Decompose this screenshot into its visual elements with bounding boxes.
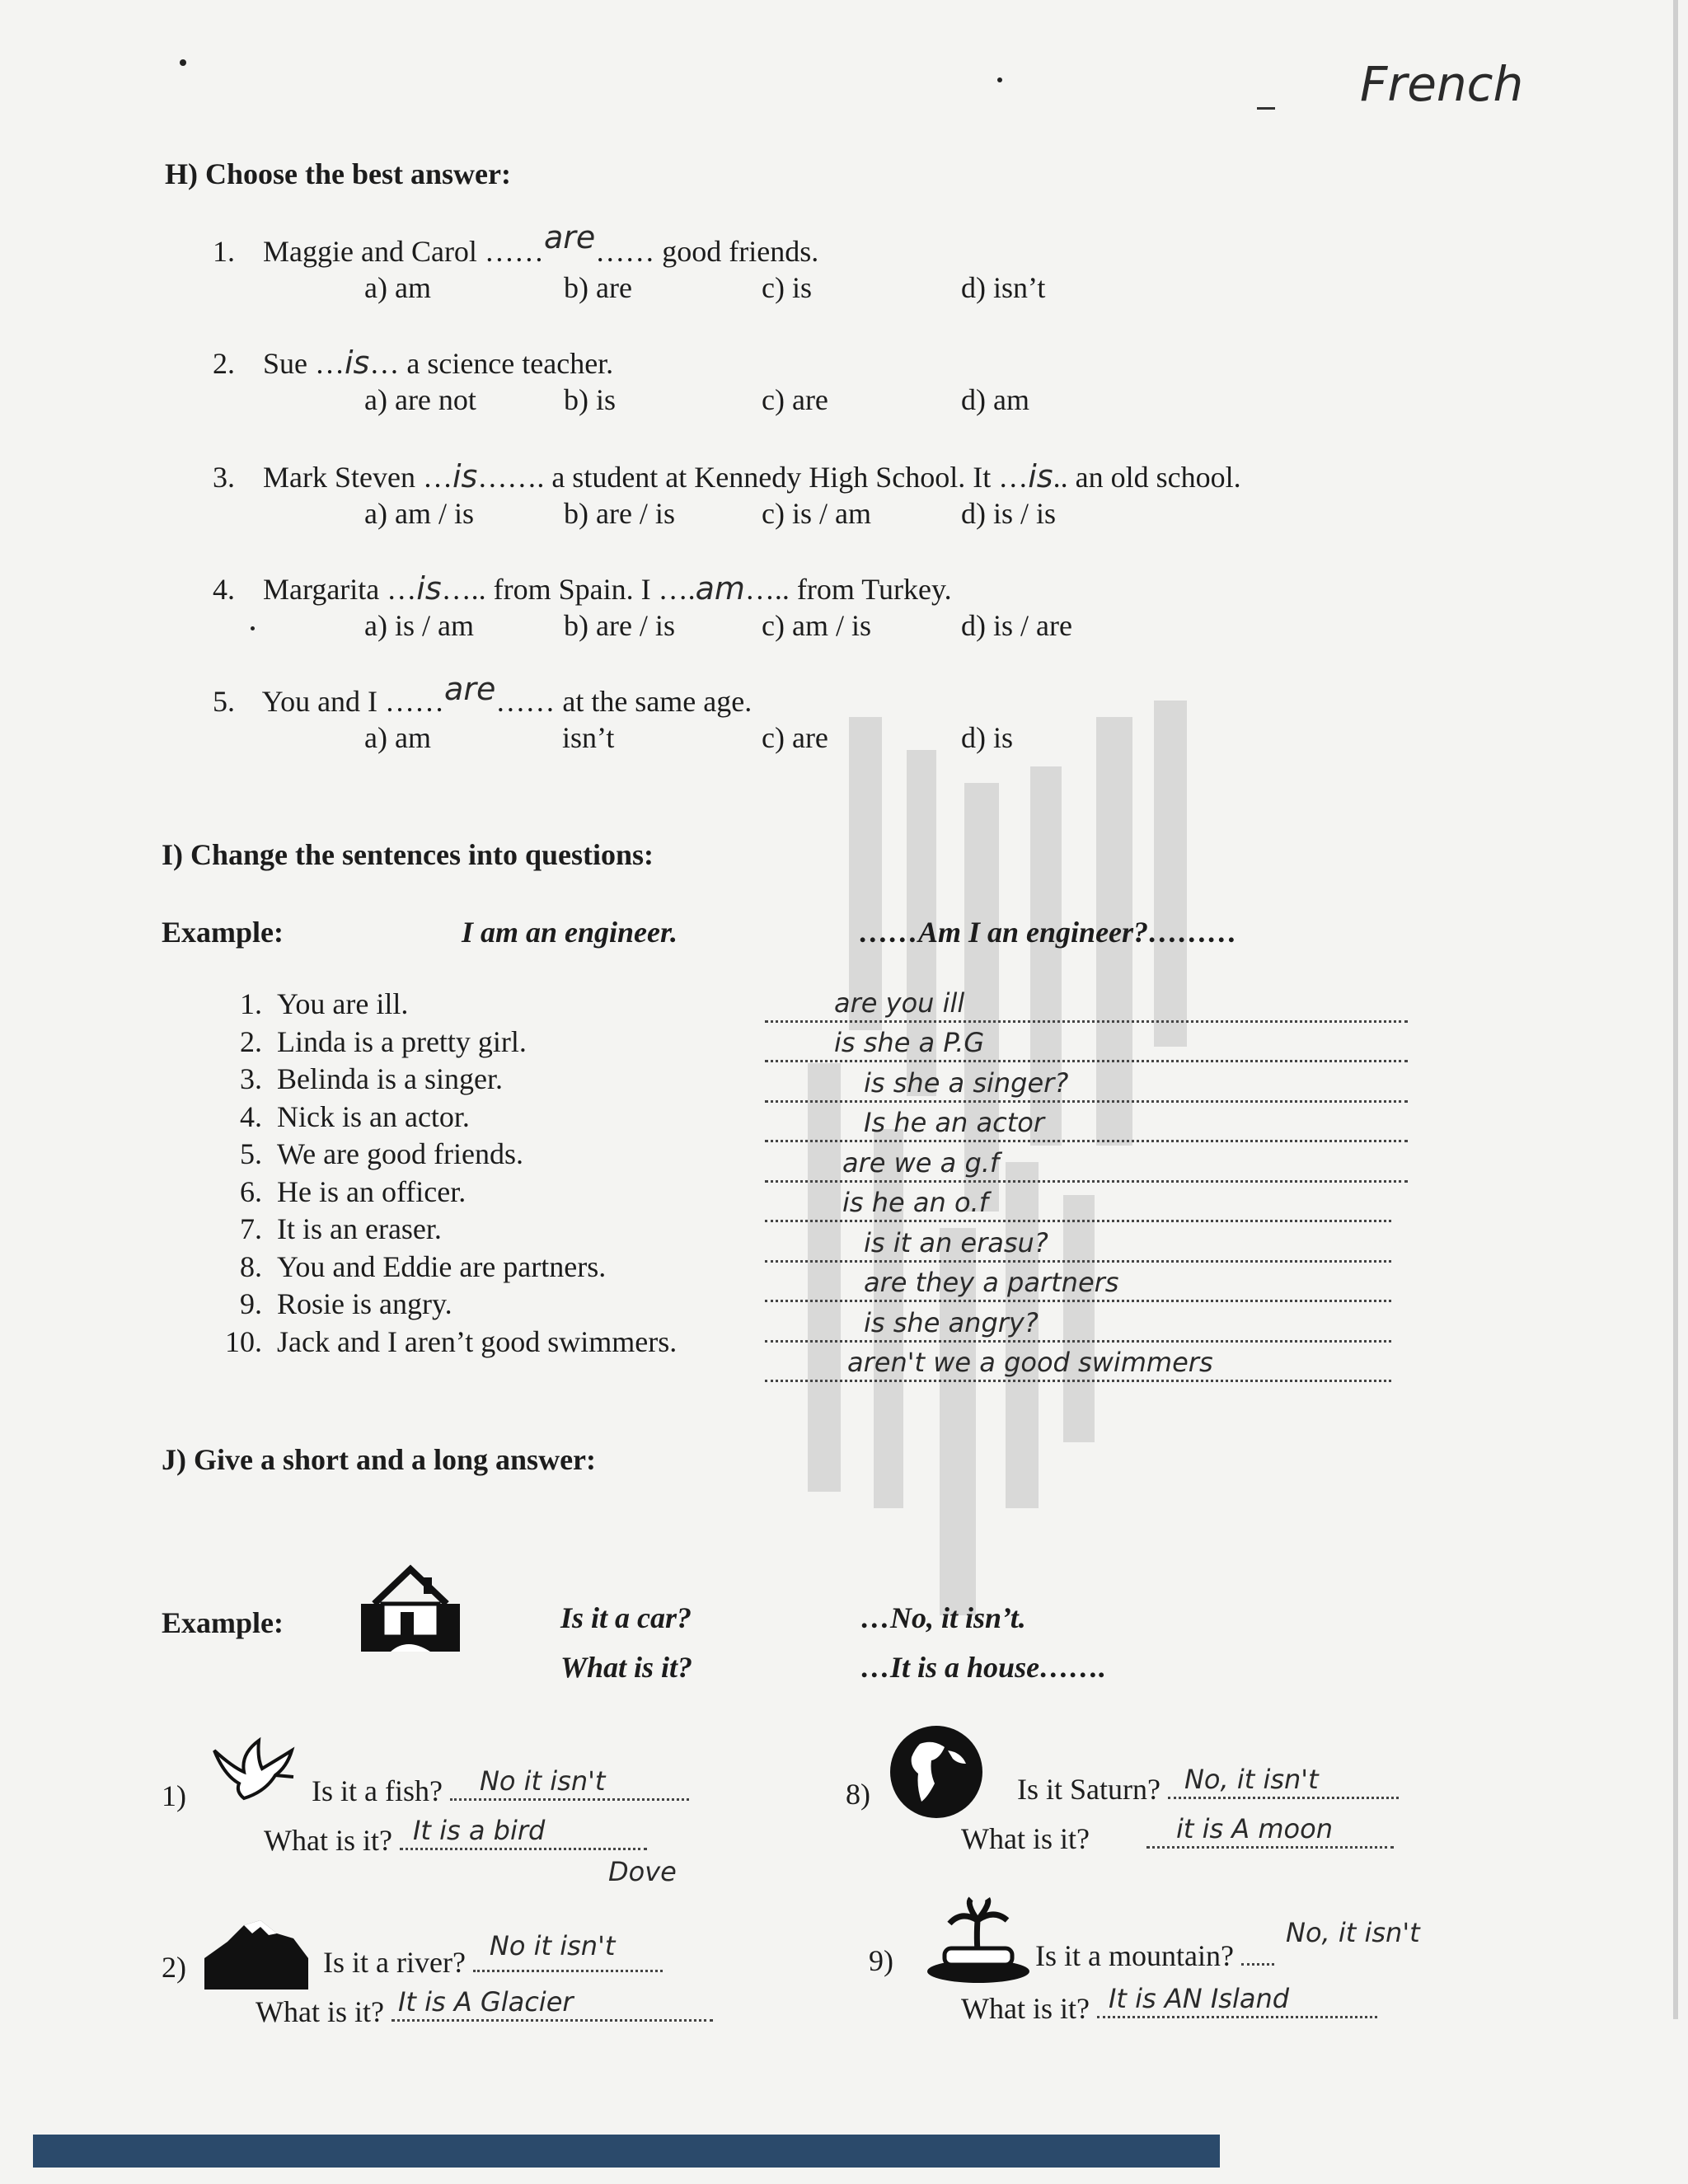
option-d: d) is — [961, 721, 1013, 754]
option-d: d) is / is — [961, 497, 1057, 530]
handwritten-answer: is she a singer? — [864, 1066, 1069, 1099]
question-text: .. an old school. — [1053, 461, 1241, 494]
item-number: 9) — [869, 1944, 893, 1977]
sentence-list — [211, 986, 677, 1361]
handwritten-answer: it is A moon — [1175, 1813, 1333, 1844]
section-j-title: J) Give a short and a long answer: — [162, 1443, 597, 1476]
sentence-item: 9. Rosie is angry. — [240, 1287, 452, 1320]
handwritten-answer: No, it isn't — [1184, 1764, 1319, 1795]
j-question-8b — [961, 1813, 1394, 1856]
question-text: Sue … — [263, 347, 345, 380]
handwritten-answer: It is AN Island — [1108, 1983, 1290, 2014]
option-b: b) are / is — [564, 609, 675, 642]
j-question-9 — [1035, 1938, 1274, 1973]
sentence-item: 8. You and Eddie are partners. — [240, 1249, 607, 1283]
sentence-item: 10. Jack and I aren’t good swimmers. — [225, 1324, 678, 1358]
item-number: 8) — [846, 1778, 870, 1811]
speck — [997, 77, 1002, 82]
example-long-answer: …It is a house……. — [860, 1651, 1107, 1684]
question-text: ……. a student at Kennedy High School. It … — [477, 461, 1029, 494]
example-label: Example: — [162, 916, 284, 949]
question-text: Mark Steven … — [263, 461, 452, 494]
h-item-4 — [213, 570, 952, 607]
question-text: What is it? — [256, 1995, 384, 2028]
h-item-2 — [213, 344, 613, 381]
handwritten-note: Dove — [608, 1856, 677, 1887]
scan-edge-bar — [33, 2135, 1220, 2168]
option-c: c) is / am — [762, 497, 871, 530]
item-number: 2. — [213, 347, 235, 380]
option-a: a) are not — [364, 383, 476, 416]
example-label: Example: — [162, 1606, 284, 1639]
option-d: d) is / are — [961, 609, 1072, 642]
option-c: c) are — [762, 721, 828, 754]
h-item-3 — [213, 458, 1241, 494]
handwritten-answer: is — [416, 570, 442, 607]
handwritten-answer: It is a bird — [412, 1815, 546, 1846]
dash-mark — [1257, 107, 1275, 110]
option-d: d) isn’t — [961, 271, 1046, 304]
handwritten-answer: am — [695, 570, 745, 607]
handwritten-answer: No it isn't — [489, 1930, 616, 1961]
example-question-1: Is it a car? — [560, 1601, 692, 1634]
item-number: 1. — [213, 235, 235, 268]
question-text: … a science teacher. — [369, 347, 614, 380]
example-question-2: What is it? — [560, 1651, 693, 1684]
j-question-1 — [312, 1765, 689, 1808]
question-text: Is it a mountain? — [1035, 1939, 1234, 1972]
j-question-2b — [256, 1986, 713, 2029]
question-text: ….. from Spain. I …. — [441, 573, 696, 606]
question-text: Maggie and Carol …… — [263, 235, 544, 268]
option-c: c) are — [762, 383, 828, 416]
option-a: a) am / is — [364, 497, 474, 530]
sentence-item: 2. Linda is a pretty girl. — [240, 1024, 527, 1058]
handwritten-answer: No, it isn't — [1286, 1917, 1420, 1948]
handwritten-answer: It is A Glacier — [397, 1986, 574, 2018]
question-text: What is it? — [961, 1992, 1090, 2025]
handwritten-answer: is — [1028, 458, 1053, 494]
h-item-1 — [213, 219, 819, 269]
handwritten-answer: aren't we a good swimmers — [847, 1347, 1213, 1378]
option-b: b) are — [564, 271, 632, 304]
question-text: Is it a river? — [323, 1946, 466, 1979]
house-icon — [358, 1558, 465, 1657]
section-i-title: I) Change the sentences into questions: — [162, 838, 654, 871]
j-question-9b — [961, 1983, 1377, 2026]
handwritten-answer: is — [452, 458, 478, 494]
speck — [180, 59, 186, 66]
question-text: You and I …… — [261, 685, 445, 718]
example-answer: ……Am I an engineer?……… — [859, 916, 1238, 949]
question-text: Is it Saturn? — [1017, 1773, 1160, 1806]
option-a: a) am — [364, 721, 431, 754]
sentence-item: 3. Belinda is a singer. — [240, 1062, 503, 1095]
handwritten-answer: are — [444, 671, 496, 707]
handwritten-answer: are you ill — [834, 987, 965, 1019]
corner-note: French — [1360, 56, 1524, 112]
option-a: a) am — [364, 271, 431, 304]
handwritten-answer: is she a P.G — [834, 1027, 985, 1058]
item-number: 4. — [213, 573, 235, 606]
handwritten-answer: No it isn't — [479, 1765, 606, 1797]
question-text: What is it? — [264, 1824, 392, 1857]
dove-icon — [208, 1734, 298, 1808]
h-item-5 — [213, 671, 753, 719]
answer-lines — [765, 982, 1408, 1382]
option-b: b) are / is — [564, 497, 675, 530]
handwritten-answer: are — [543, 219, 596, 255]
question-text: Is it a fish? — [312, 1774, 443, 1807]
option-b: b) is — [564, 383, 616, 416]
example-sentence: I am an engineer. — [462, 916, 678, 949]
page-edge — [1673, 0, 1678, 2019]
mountain-icon — [203, 1909, 310, 1991]
sentence-item: 5. We are good friends. — [240, 1137, 523, 1170]
option-a: a) is / am — [364, 609, 474, 642]
option-c: c) am / is — [762, 609, 871, 642]
option-d: d) am — [961, 383, 1029, 416]
globe-icon — [887, 1722, 986, 1821]
j-question-1b — [264, 1815, 647, 1858]
handwritten-answer: is — [345, 344, 370, 381]
question-text: ….. from Turkey. — [744, 573, 952, 606]
item-number: 3. — [213, 461, 235, 494]
item-number: 1) — [162, 1779, 186, 1812]
example-short-answer: …No, it isn’t. — [860, 1601, 1026, 1634]
handwritten-answer: are they a partners — [864, 1267, 1119, 1298]
option-b: isn’t — [562, 721, 615, 754]
handwritten-answer: are we a g.f — [842, 1146, 1000, 1179]
sentence-item: 4. Nick is an actor. — [240, 1099, 470, 1133]
item-number: 5. — [213, 685, 235, 718]
j-question-8 — [1017, 1764, 1399, 1807]
question-text: …… good friends. — [595, 235, 819, 268]
handwritten-answer: is she angry? — [864, 1306, 1039, 1338]
question-text: Margarita … — [263, 573, 417, 606]
sentence-item: 6. He is an officer. — [240, 1174, 467, 1208]
handwritten-answer: is he an o.f — [842, 1187, 988, 1218]
speck — [251, 626, 255, 630]
handwritten-answer: Is he an actor — [864, 1107, 1044, 1138]
sentence-item: 7. It is an eraser. — [240, 1212, 442, 1245]
sentence-item: 1. You are ill. — [240, 987, 409, 1020]
question-text: What is it? — [961, 1822, 1090, 1855]
option-c: c) is — [762, 271, 812, 304]
handwritten-answer: is it an erasu? — [864, 1226, 1048, 1258]
section-h-title: H) Choose the best answer: — [165, 157, 511, 190]
item-number: 2) — [162, 1951, 186, 1984]
island-icon — [925, 1896, 1032, 1986]
question-text: …… at the same age. — [495, 685, 753, 718]
j-question-2 — [323, 1930, 663, 1980]
